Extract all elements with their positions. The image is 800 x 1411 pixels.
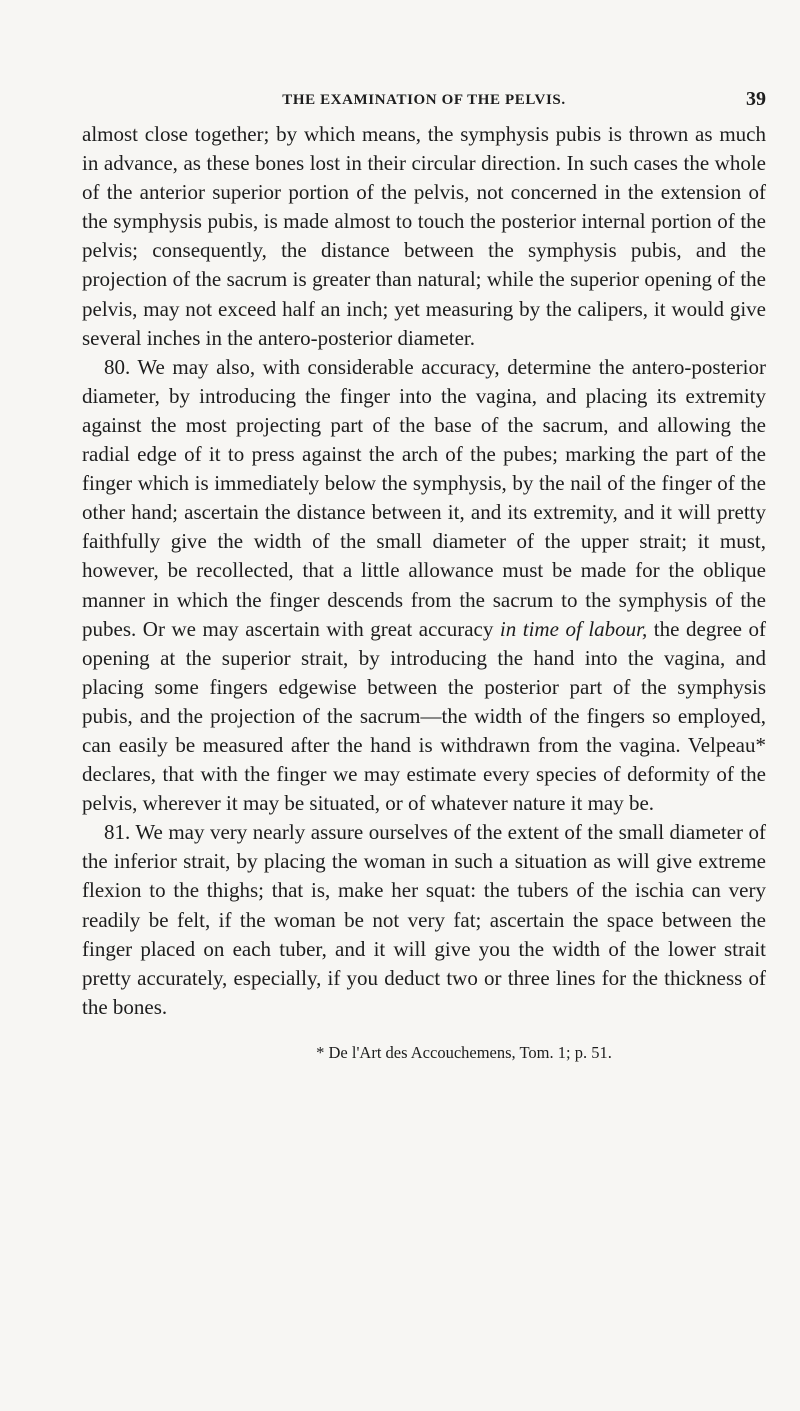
body-text (82, 120, 766, 1022)
italic-phrase: in time of labour, (499, 616, 648, 641)
paragraph-text: the degree of opening at the superior strait, by introducing the hand into the vagina, and placing some fingers edgewise between the posterior part of the symphysis pubis, and the projection of the sacrum—the width of the fingers so employed, can easily be measured after the hand is withdrawn from the vagina. Velpeau* declares, that with the finger we may estimate every species of deformity of the pelvis, wherever it may be situated, or of whatever nature it may be. (82, 616, 766, 816)
paragraph-text: 81. We may very nearly assure ourselves of the extent of the small diameter of the inferior strait, by placing the woman in such a situation as will give extreme flexion to the thighs; that is, make her squat: the tubers of the ischia can very readily be felt, if the woman be not very fat; ascertain the space between the finger placed on each tuber, and it will give you the width of the lower strait pretty accurately, especially, if you deduct two or three lines for the thickness of the bones. (82, 820, 766, 1019)
page-number: 39 (746, 88, 766, 110)
paragraph-81 (82, 818, 766, 1022)
paragraph-80 (82, 353, 766, 819)
running-title: THE EXAMINATION OF THE PELVIS. (282, 92, 566, 108)
book-page (82, 86, 766, 1063)
paragraph-text: almost close together; by which means, the symphysis pubis is thrown as much in advance, as these bones lost in their circular direction. In such cases the whole of the anterior superior portion of the pelvis, not concerned in the extension of the symphysis pubis, is made almost to touch the posterior internal portion of the pelvis; consequently, the distance between the symphysis pubis, and the projection of the sacrum is greater than natural; while the superior opening of the pelvis, may not exceed half an inch; yet measuring by the calipers, it would give several inches in the antero-posterior diameter. (82, 122, 766, 350)
running-head (82, 86, 766, 112)
paragraph-continuation (82, 120, 766, 353)
footnote: * De l'Art des Accouchemens, Tom. 1; p. 51. (316, 1042, 612, 1062)
paragraph-text: 80. We may also, with considerable accuracy, determine the antero-posterior diameter, by introducing the finger into the vagina, and placing its extremity against the most projecting part of the base of the sacrum, and allowing the radial edge of it to press against the arch of the pubes; marking the part of the finger which is immediately below the symphysis, by the nail of the finger of the other hand; ascertain the distance between it, and its extremity, and it will pretty faithfully give the width of the small diameter of the upper strait; it must, however, be recollected, that a little allowance must be made for the oblique manner in which the finger descends from the sacrum to the symphysis of the pubes. Or we may ascertain with great accuracy (82, 354, 766, 641)
